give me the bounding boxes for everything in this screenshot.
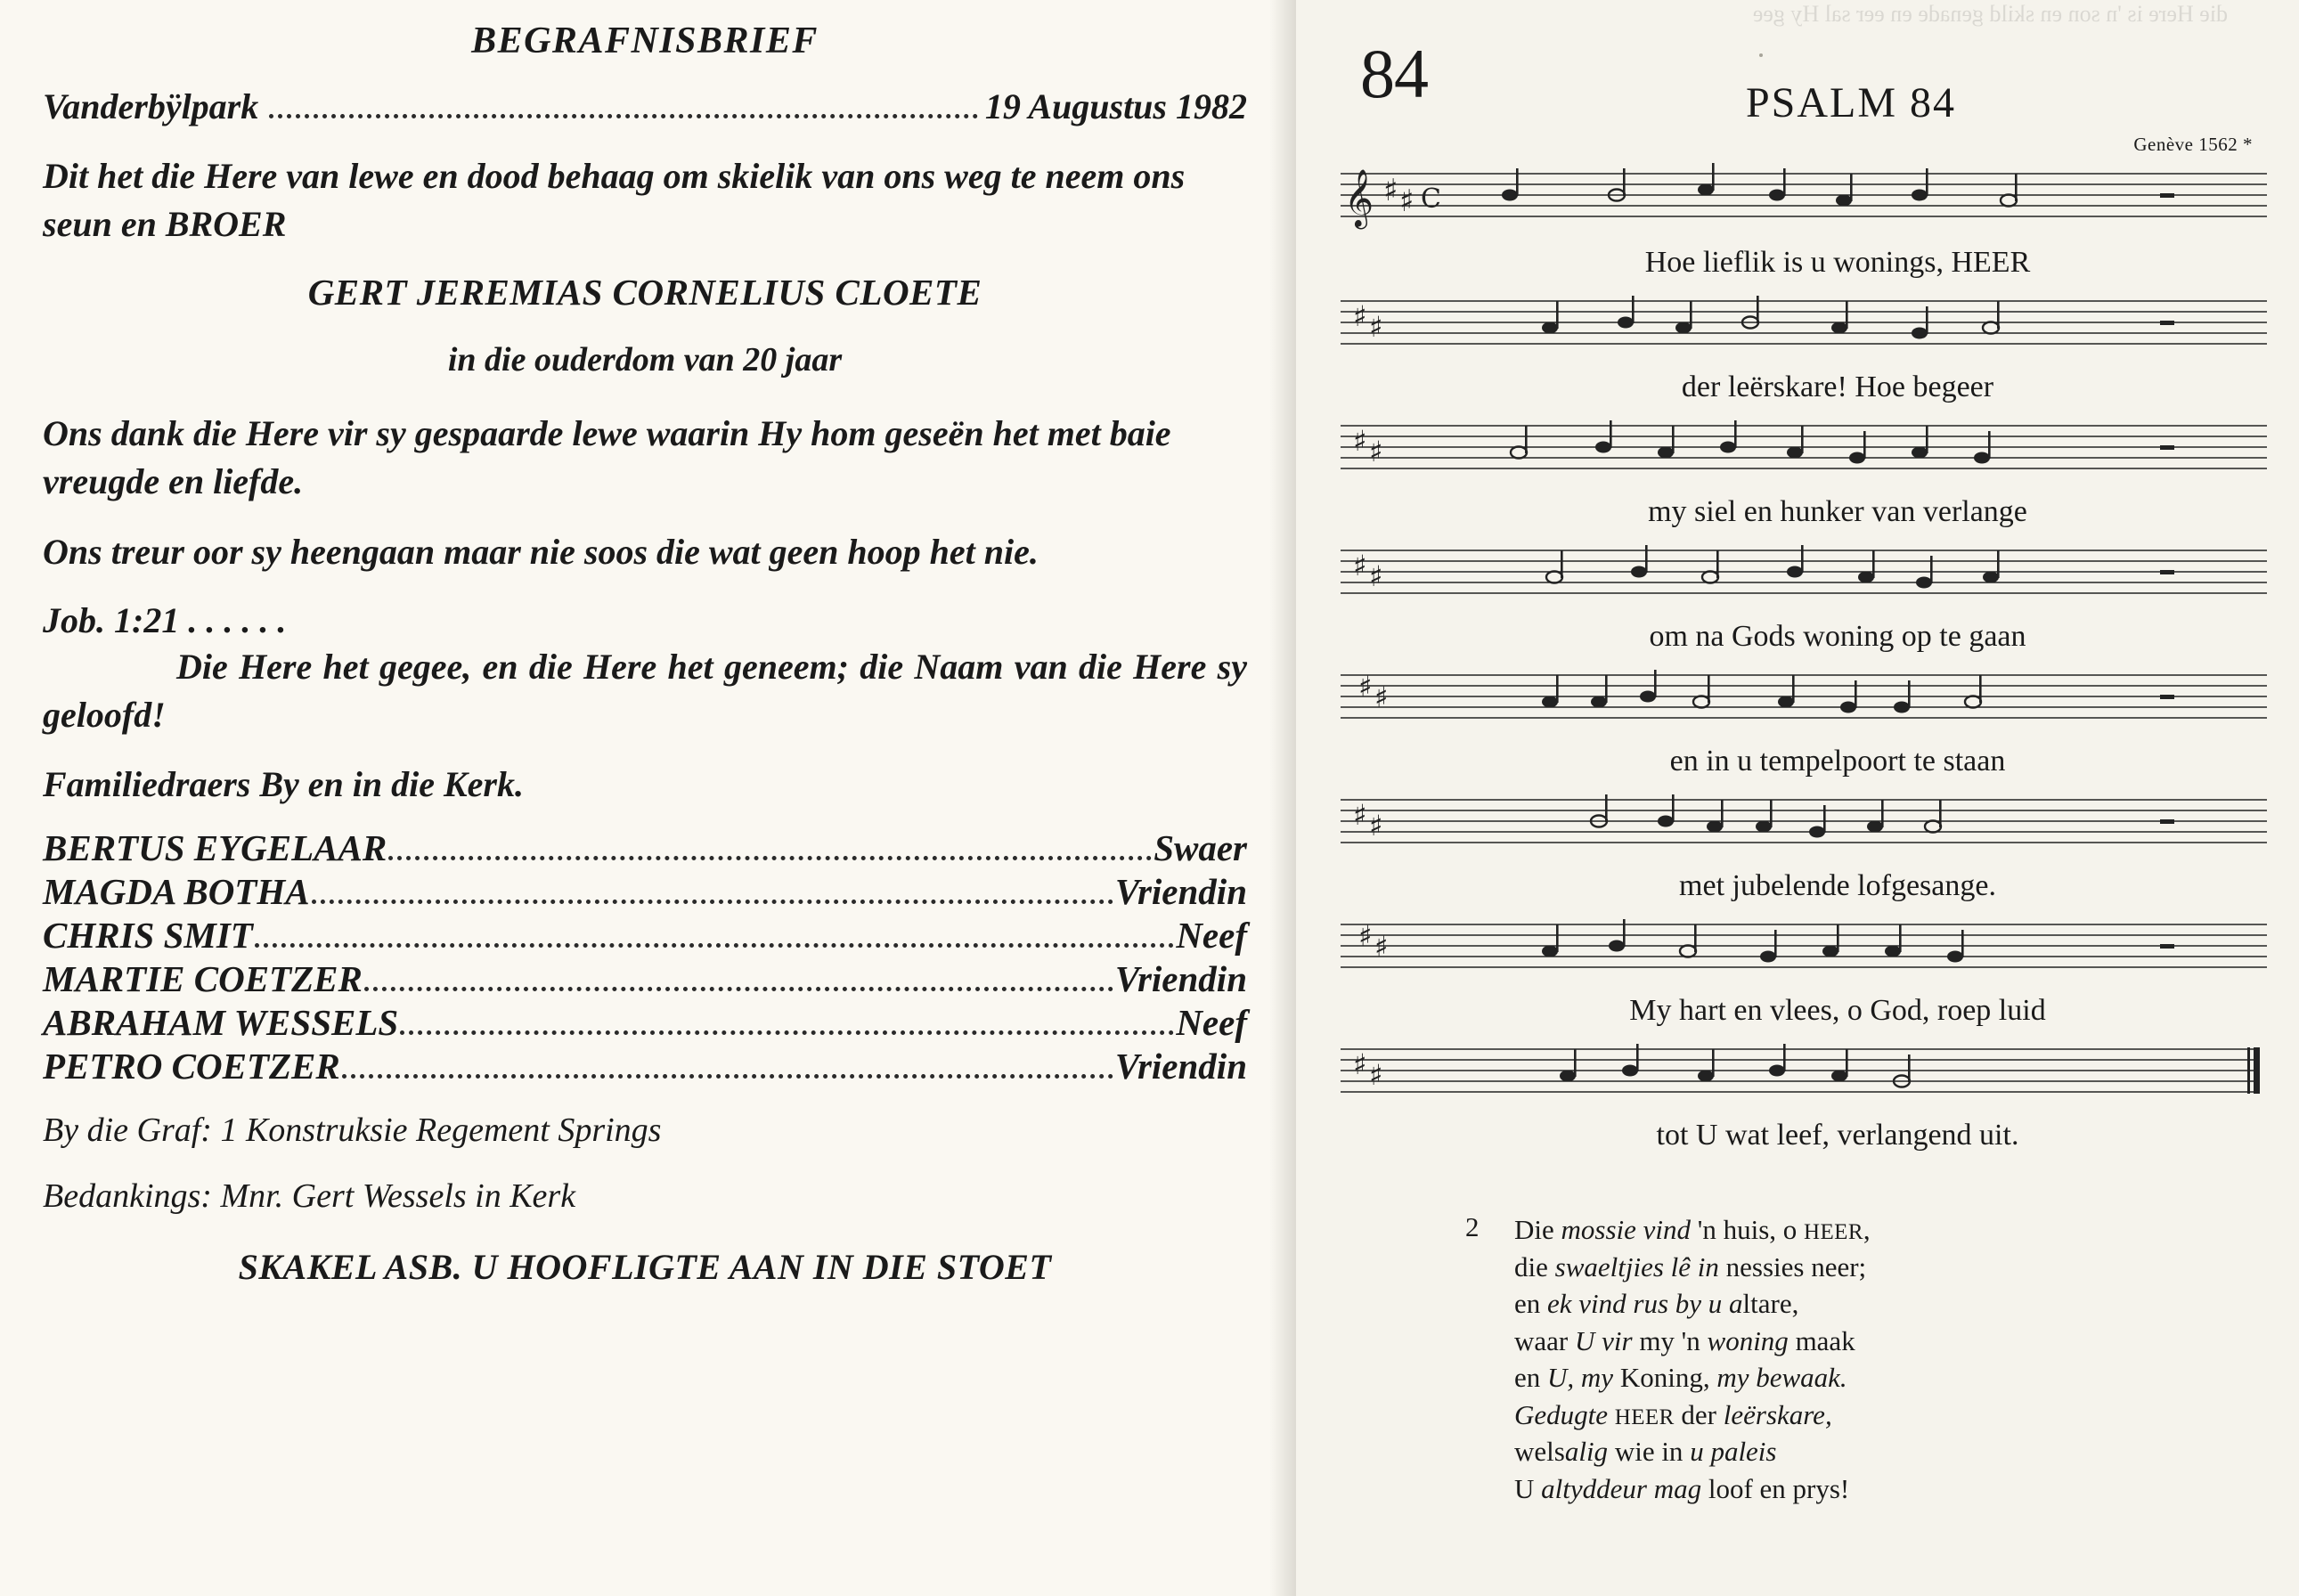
stave-7 [1332,908,2276,998]
list-item [43,1046,1247,1087]
verse-line: Gedugte HEER der leërskare, [1514,1398,1832,1430]
hymn-number: 84 [1360,35,1428,112]
bearer-relation: Vriendin [1114,958,1247,1000]
bearer-relation: Vriendin [1114,1046,1247,1087]
verse-line: en ek vind rus by u altare, [1514,1288,1799,1320]
stave-row [1332,285,2263,404]
list-item [43,916,1247,957]
dot-leader [342,1073,1113,1079]
grave-detail: By die Graf: 1 Konstruksie Regement Springs [43,1112,662,1150]
stave-row [1332,659,2263,778]
place-date-line [43,86,1247,127]
stave-3 [1332,410,2276,499]
verse-line: waar U vir my 'n woning maak [1514,1324,1855,1356]
svg-text:♯: ♯ [1374,680,1389,714]
dot-leader [255,942,1174,948]
page-title: BEGRAFNISBRIEF [471,20,819,61]
stave-row [1332,784,2263,903]
intro-paragraph: Dit het die Here van lewe en dood behaag om skielik van ons weg te neem ons seun en BROER [43,156,1186,244]
thanks-paragraph: Ons dank die Here vir sy gespaarde lewe waarin Hy hom geseën het met baie vreugde en liefde. [43,413,1171,501]
paper-speck [1759,53,1763,57]
lyric-line-8: tot U wat leef, verlangend uit. [1656,1119,2019,1152]
lyric-line-4: om na Gods woning op te gaan [1649,620,2026,653]
svg-text:♯: ♯ [1369,310,1383,344]
dot-leader [312,899,1113,904]
stave-2 [1332,285,2276,374]
verse-line: en U, my Koning, my bewaak. [1514,1362,1847,1394]
svg-text:♯: ♯ [1399,183,1414,219]
list-item [43,828,1247,869]
bearer-name: BERTUS EYGELAAR [43,827,387,869]
lyric-line-6: met jubelende lofgesange. [1679,869,1996,902]
bearer-name: MAGDA BOTHA [43,871,310,913]
svg-text:♯: ♯ [1369,435,1383,468]
lyric-line-3: my siel en hunker van verlange [1648,495,2027,528]
stave-row [1332,410,2263,529]
stave-5 [1332,659,2276,748]
bearer-relation: Neef [1176,915,1247,957]
stave-row [1332,156,2263,280]
list-item [43,872,1247,913]
verse-2-text [1514,1211,2049,1507]
svg-text:♯: ♯ [1358,670,1373,704]
svg-text:♯: ♯ [1383,173,1398,208]
verse-line: Die mossie vind 'n huis, o HEER, [1514,1214,1871,1245]
stave-6 [1332,784,2276,873]
source-note: Genève 1562 * [2133,134,2253,155]
verse-number: 2 [1465,1211,1480,1242]
lyric-line-2: der leërskare! Hoe begeer [1681,370,1994,403]
deceased-name: GERT JEREMIAS CORNELIUS CLOETE [307,272,982,314]
stave-4 [1332,534,2276,623]
verse-line: U altyddeur mag loof en prys! [1514,1472,1850,1504]
list-item [43,1003,1247,1044]
bearer-relation: Swaer [1154,827,1247,869]
svg-text:♯: ♯ [1374,930,1389,964]
svg-text:♯: ♯ [1353,549,1367,582]
age-line: in die ouderdom van 20 jaar [447,341,843,379]
bearer-name: MARTIE COETZER [43,958,363,1000]
verse-line: welsalig wie in u paleis [1514,1436,1777,1468]
bearer-relation: Neef [1176,1002,1247,1044]
bearers-list [43,828,1247,1087]
bearers-heading: Familiedraers By en in die Kerk. [43,764,524,805]
music-notation [1332,156,2263,1158]
show-through-text: die Here is 'n son en skild genade en eer sal Hy gee [1752,1,2228,27]
place-text: Vanderbÿlpark [43,86,259,126]
dot-leader [388,855,1152,860]
lyric-line-1: Hoe lieflik is u wonings, HEER [1644,246,2031,279]
svg-text:C: C [1421,183,1441,215]
bearer-name: PETRO COETZER [43,1046,340,1087]
dot-leader [400,1030,1174,1035]
scripture-reference: Job. 1:21 . . . . . . [43,599,287,640]
stave-8 [1332,1033,2276,1122]
footer-instruction: SKAKEL ASB. U HOOFLIGTE AAN IN DIE STOET [238,1247,1052,1288]
bearer-name: CHRIS SMIT [43,915,253,957]
mourning-paragraph: Ons treur oor sy heengaan maar nie soos die wat geen hoop het nie. [43,532,1039,573]
bearer-name: ABRAHAM WESSELS [43,1002,399,1044]
bearer-relation: Vriendin [1114,871,1247,913]
svg-text:♯: ♯ [1369,809,1383,843]
svg-text:𝄞: 𝄞 [1344,169,1374,227]
svg-text:♯: ♯ [1358,919,1373,953]
date-text: 19 Augustus 1982 [984,86,1247,126]
lyric-line-7: My hart en vlees, o God, roep luid [1629,994,2046,1027]
stave-row [1332,1033,2263,1152]
dot-leader [364,986,1113,991]
svg-text:♯: ♯ [1369,559,1383,593]
lyric-line-5: en in u tempelpoort te staan [1669,745,2006,778]
dot-leader [269,113,978,118]
list-item [43,959,1247,1000]
stave-row [1332,908,2263,1028]
stave-1 [1332,156,2276,249]
scripture-text: Die Here het gegee, en die Here het geneem; die Naam van die Here sy geloofd! [43,646,1247,735]
svg-text:♯: ♯ [1353,798,1367,832]
svg-text:♯: ♯ [1353,424,1367,458]
hymn-title: PSALM 84 [1745,79,1957,126]
svg-text:♯: ♯ [1353,299,1367,333]
svg-text:♯: ♯ [1353,1047,1367,1081]
acknowledgement-line: Bedankings: Mnr. Gert Wessels in Kerk [43,1177,576,1216]
stave-row [1332,534,2263,654]
verse-line: die swaeltjies lê in nessies neer; [1514,1250,1867,1282]
svg-text:♯: ♯ [1369,1058,1383,1092]
